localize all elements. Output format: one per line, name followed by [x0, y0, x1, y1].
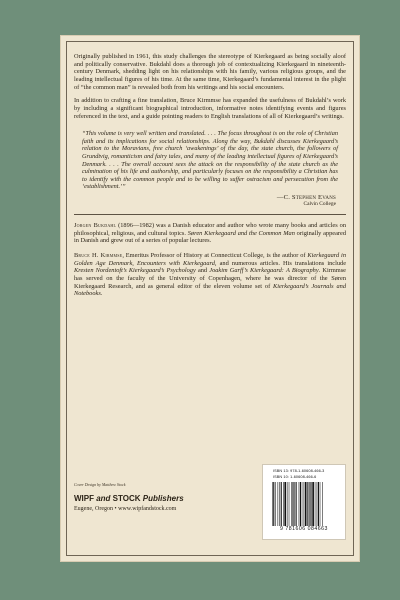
work-title-2: Encounters with Kierkegaard	[137, 259, 215, 267]
publisher-logo	[74, 494, 184, 503]
intro-paragraph-2: In addition to crafting a fine translation, Bruce Kirmmse has expanded the usefulness of Bukdahl’s work by including a significant biographical introduction, informative notes identifying events and figures referenced in the text, and a guide pointing readers to English translations of all of Kierkegaard’s writings.	[74, 97, 346, 120]
publisher-location: Eugene, Oregon • www.wipfandstock.com	[74, 506, 177, 512]
translator-bio-text-c: , and numerous articles. His translations include	[214, 259, 347, 267]
endorsement-attribution	[74, 194, 336, 207]
work-title-3: Kresten Nordentoft’s Kierkegaard’s Psychology	[74, 267, 196, 275]
cover-footer	[74, 469, 346, 544]
intro-paragraph-1: Originally published in 1961, this study challenges the stereotype of Kierkegaard as being socially aloof and politically conservative. Bukdahl does a thorough job of contextualizing Kierkegaard in nineteenth-century Denmark, shedding light on his relationships with his family, various religious groups, and the leading intellectual figures of his time. At the same time, Kierkegaard’s fundamental interest in the plight of “the common man” is revealed both from his writings and his social encounters.	[74, 53, 346, 91]
isbn-13: ISBN 13: 978-1-60608-466-3	[273, 469, 325, 473]
translator-bio	[74, 252, 346, 298]
back-cover	[60, 35, 360, 562]
author-name: Jorgen Bukdahl	[74, 222, 117, 229]
work-title-5: Kierkegaard’s Journals and Notebooks	[74, 282, 346, 298]
section-divider	[74, 214, 346, 215]
isbn-barcode	[262, 464, 346, 540]
barcode-digits: 9 781606 084663	[280, 526, 328, 532]
author-bio	[74, 222, 346, 245]
endorsement-quote: “This volume is very well written and translated. . . . The focus throughout is on the role of Christian faith and its implications for social relationships. Along the way, Bukdahl discusses Kierkegaard’s relation to the Moravians, free church ‘awakenings’ of the day, the state church, the followers of Grundtvig, romanticism and fairy tales, and many of the leading intellectual figures of Kierkegaard’s Denmark. . . . The overall account sees the attack on the responsibility of the state church as the culmination of his life and authorship, and particularly focuses on the responsibility a Christian has to identify with the common people and to be willing to suffer ostracism and persecution from the ‘establishment.’”	[82, 130, 338, 191]
translator-bio-text-f: .	[100, 290, 103, 298]
translator-bio-text-b: ,	[132, 259, 137, 267]
isbn-10: ISBN 10: 1-60608-466-6	[273, 475, 317, 479]
author-bio-text-b: originally appeared in Danish and grew out of a series of popular lectures.	[74, 229, 346, 245]
translator-bio-text-d: and	[195, 267, 210, 275]
publisher-name-b: and	[94, 494, 113, 503]
work-title-1: Kierkegaard in Golden Age Denmark	[74, 251, 346, 267]
endorsement	[74, 130, 346, 207]
publisher-name-d: Publishers	[140, 494, 184, 503]
publisher-name-c: STOCK	[112, 494, 141, 503]
cover-design-credit: Cover Design by Matthew Stock	[74, 482, 126, 487]
endorser-institution: Calvin College	[303, 201, 336, 207]
book-title: Søren Kierkegaard and the Common Man	[187, 229, 295, 237]
cover-text	[74, 53, 346, 305]
barcode-bars	[271, 482, 337, 526]
author-bio-text-a: (1896—1982) was a Danish educator and author who wrote many books and articles on philosophical, religious, and cultural topics.	[74, 222, 346, 237]
publisher-name-a: WIPF	[74, 494, 94, 503]
translator-bio-text-e: . Kirmmse has served on the faculty of the University of Copenhagen, where he was director of the Søren Kierkegaard Research, and as general editor of the eleven volume set of	[74, 267, 346, 290]
endorser-name: —C. Stephen Evans	[276, 194, 336, 201]
translator-name: Bruce H. Kirmmse	[74, 251, 123, 259]
work-title-4: Joakim Garff’s Kierkegaard: A Biography	[209, 267, 319, 275]
translator-bio-text-a: , Emeritus Professor of History at Connecticut College, is the author of	[122, 251, 308, 259]
